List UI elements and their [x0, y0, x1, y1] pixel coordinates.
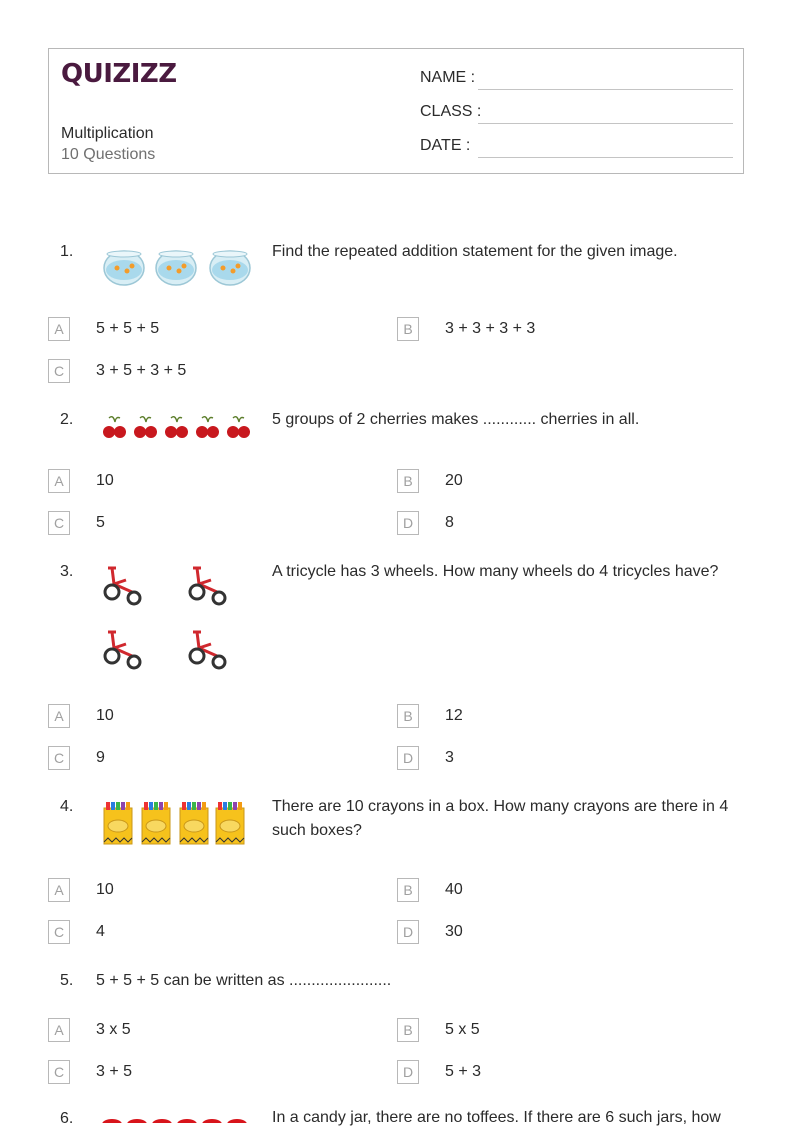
name-label: NAME :: [420, 69, 476, 86]
option-text[interactable]: 3 + 5 + 3 + 5: [96, 362, 187, 379]
question-number: 1.: [60, 243, 74, 260]
option-letter: A: [48, 704, 70, 728]
date-label: DATE :: [420, 137, 471, 154]
crayon-box-icon: [102, 800, 248, 846]
option-text[interactable]: 20: [445, 472, 463, 489]
class-line[interactable]: [478, 123, 733, 124]
option-letter: C: [48, 511, 70, 535]
option-text[interactable]: 12: [445, 707, 463, 724]
option-letter: D: [397, 920, 419, 944]
option-letter: B: [397, 1018, 419, 1042]
question-number: 6.: [60, 1110, 74, 1127]
option-text[interactable]: 5 + 3: [445, 1063, 482, 1080]
option-letter: A: [48, 878, 70, 902]
question-text: In a candy jar, there are no toffees. If there are 6 such jars, how: [272, 1109, 721, 1126]
option-letter: D: [397, 746, 419, 770]
option-text[interactable]: 4: [96, 923, 105, 940]
option-letter: B: [397, 878, 419, 902]
option-text[interactable]: 30: [445, 923, 463, 940]
option-letter: D: [397, 511, 419, 535]
option-letter: B: [397, 469, 419, 493]
option-letter: A: [48, 1018, 70, 1042]
cherries-icon: [100, 412, 255, 442]
question-count: 10 Questions: [61, 146, 156, 163]
name-line[interactable]: [478, 89, 733, 90]
question-number: 2.: [60, 411, 74, 428]
option-letter: C: [48, 920, 70, 944]
option-letter: C: [48, 359, 70, 383]
option-text[interactable]: 3 + 3 + 3 + 3: [445, 320, 536, 337]
tricycle-icon: [100, 562, 235, 674]
question-text: 5 groups of 2 cherries makes ............ cherries in all.: [272, 411, 640, 428]
option-letter: B: [397, 317, 419, 341]
option-letter: A: [48, 317, 70, 341]
option-text[interactable]: 5 x 5: [445, 1021, 480, 1038]
quizizz-logo: QUIZIZZ: [61, 59, 177, 89]
option-text[interactable]: 10: [96, 881, 114, 898]
option-text[interactable]: 10: [96, 472, 114, 489]
question-number: 5.: [60, 972, 74, 989]
question-text: There are 10 crayons in a box. How many crayons are there in 4 such boxes?: [272, 798, 729, 839]
option-letter: C: [48, 746, 70, 770]
option-letter: C: [48, 1060, 70, 1084]
option-letter: D: [397, 1060, 419, 1084]
option-text[interactable]: 40: [445, 881, 463, 898]
option-letter: A: [48, 469, 70, 493]
option-text[interactable]: 3 x 5: [96, 1021, 131, 1038]
option-letter: B: [397, 704, 419, 728]
question-number: 3.: [60, 563, 74, 580]
option-text[interactable]: 5: [96, 514, 105, 531]
question-text: 5 + 5 + 5 can be written as .......................: [96, 972, 392, 989]
option-text[interactable]: 10: [96, 707, 114, 724]
option-text[interactable]: 3 + 5: [96, 1063, 133, 1080]
option-text[interactable]: 8: [445, 514, 454, 531]
option-text[interactable]: 3: [445, 749, 454, 766]
class-label: CLASS :: [420, 103, 482, 120]
question-text: A tricycle has 3 wheels. How many wheels do 4 tricycles have?: [272, 563, 719, 580]
option-text[interactable]: 9: [96, 749, 105, 766]
option-text[interactable]: 5 + 5 + 5: [96, 320, 160, 337]
date-line[interactable]: [478, 157, 733, 158]
fishbowl-icon: [100, 246, 255, 290]
candy-icon: [100, 1116, 255, 1123]
worksheet-title: Multiplication: [61, 125, 154, 142]
question-number: 4.: [60, 798, 74, 815]
question-text: Find the repeated addition statement for the given image.: [272, 243, 678, 260]
worksheet-header: [48, 48, 744, 174]
